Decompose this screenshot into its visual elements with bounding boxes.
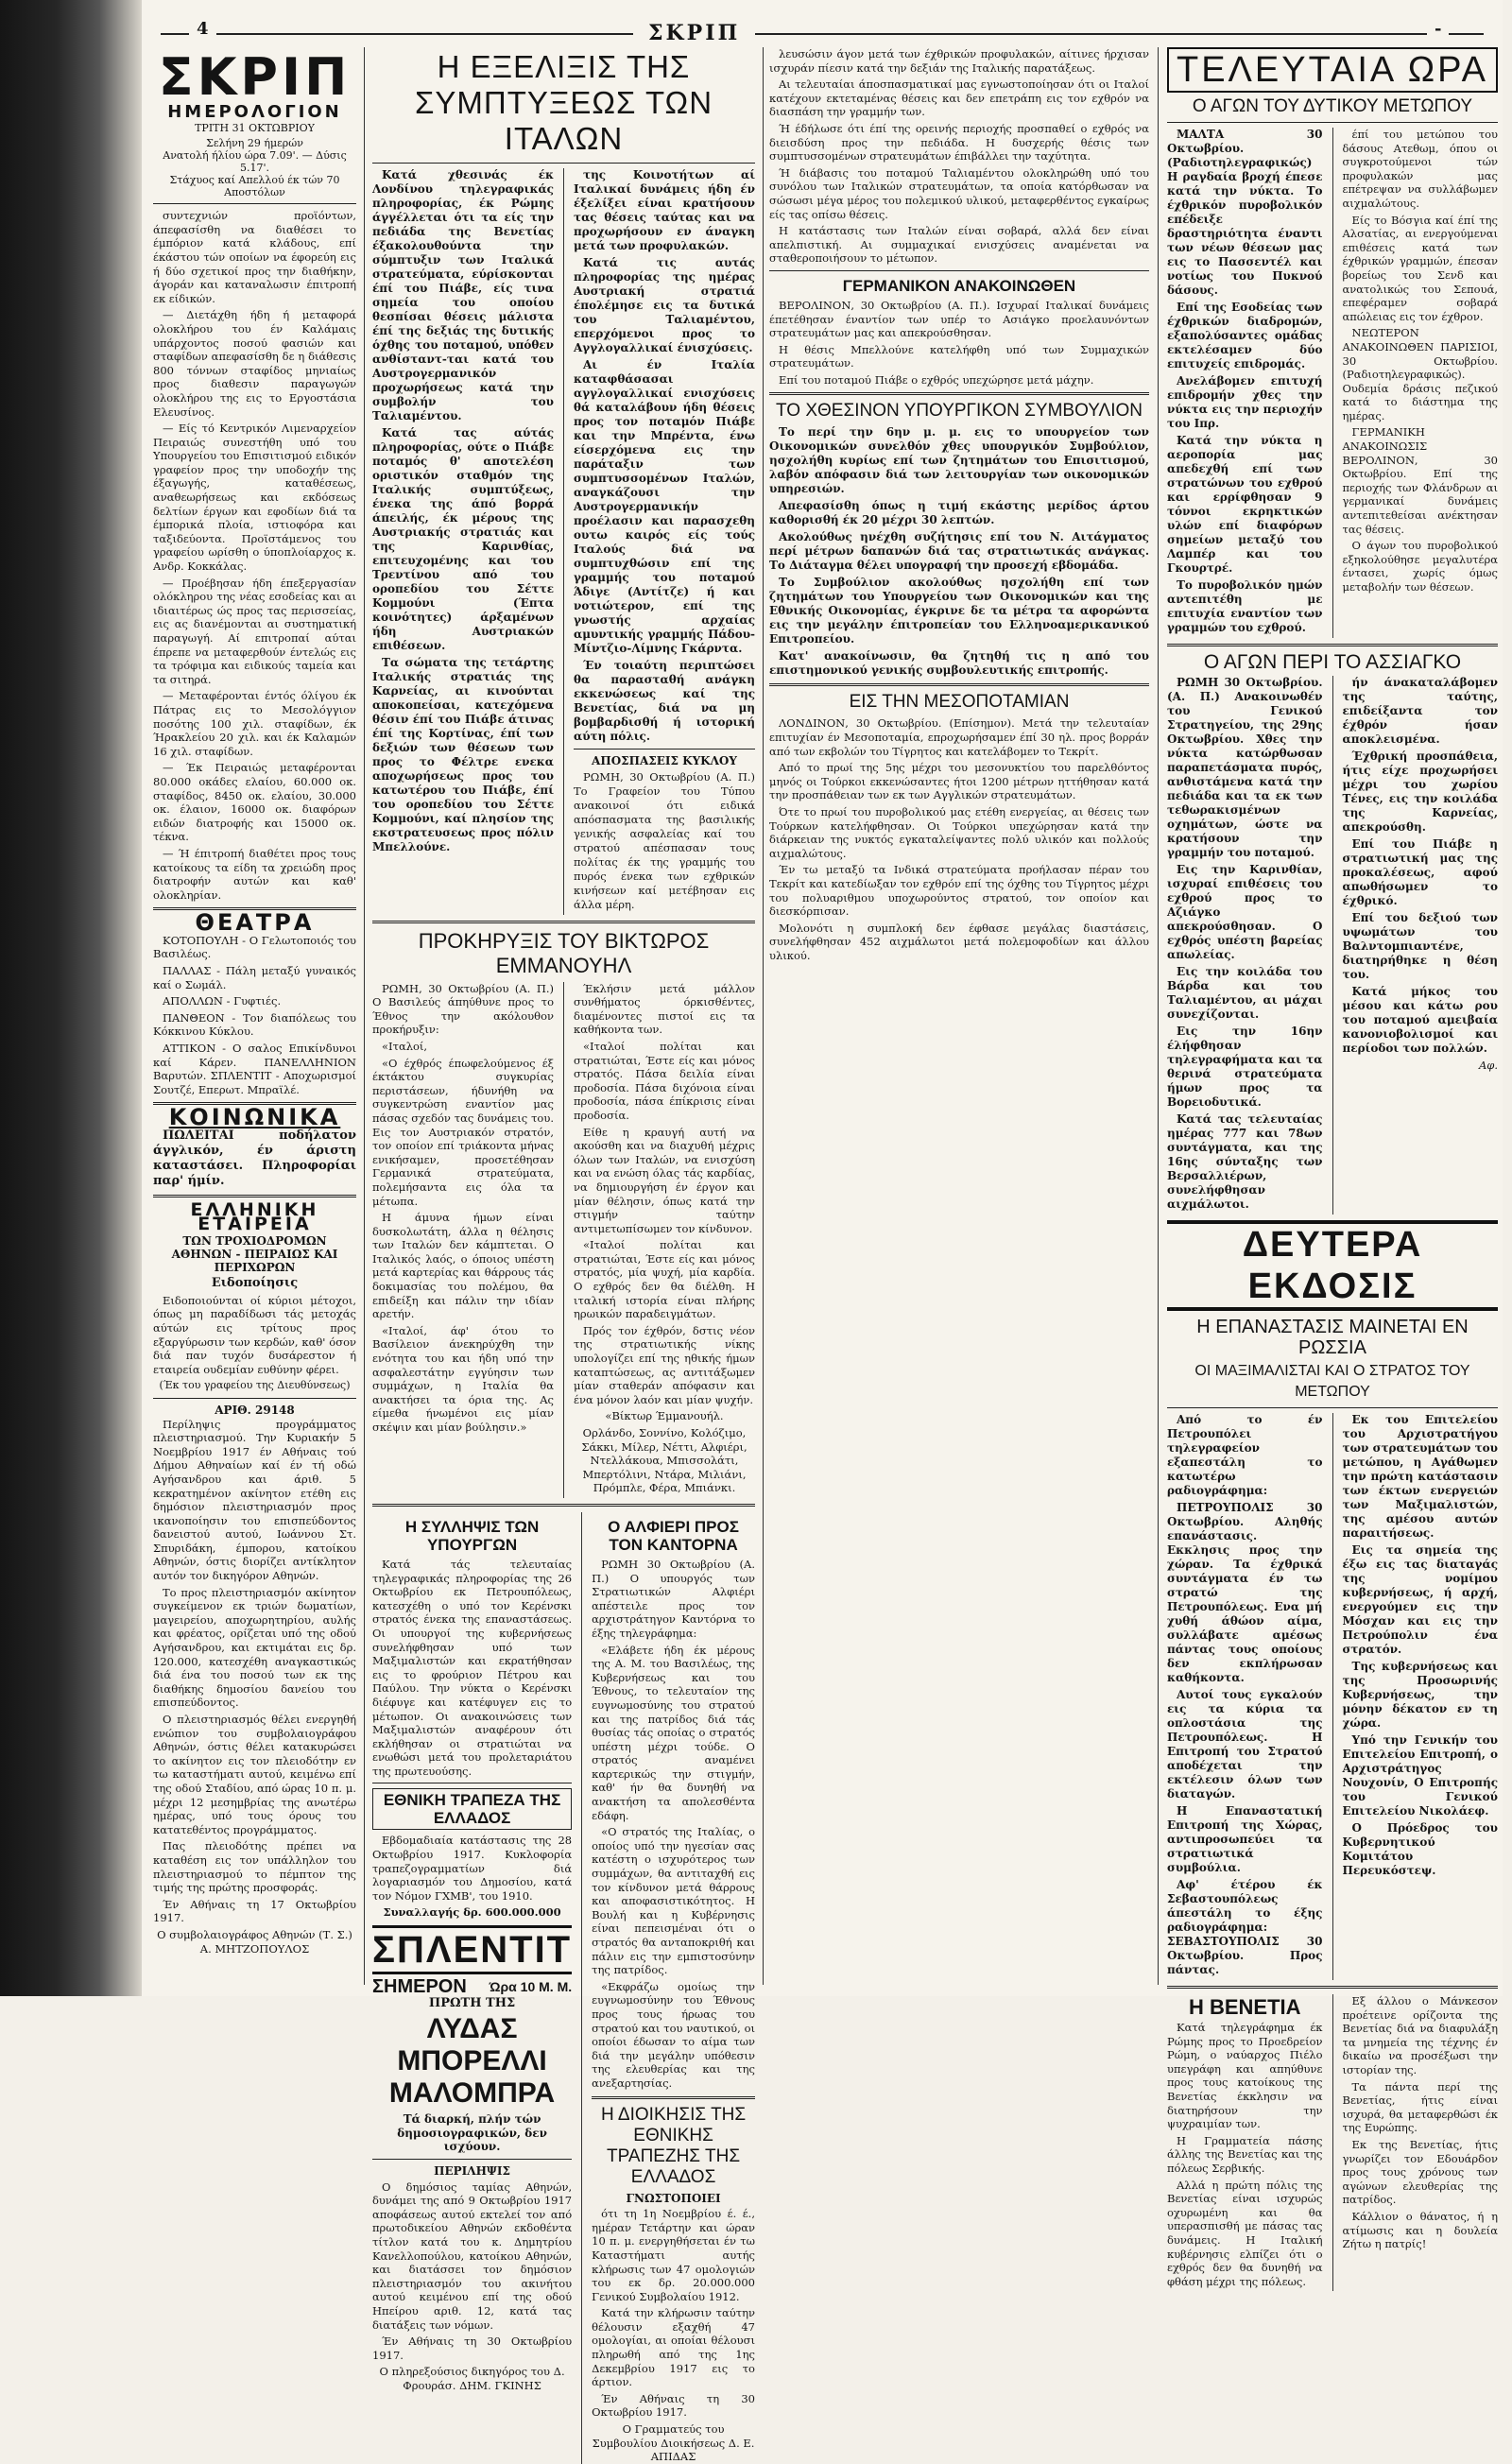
bank-paragraph: Έν Αθήναις τη 30 Οκτωβρίου 1917. [592,2391,755,2420]
proclamation-paragraph: Πρός τον έχθρόν, δστις νέον της στρατιωτικής νίκης υπολογίζει επί της ηθικής ήμων καταπτώσεως, ας αντιτάξωμεν μίαν σταθεράν απόφασιν και ένα μόνον λαόν και μίαν ψυχήν. [574,1323,755,1406]
splendid-cinema-ad: ΣΠΛΕΝΤΙΤ [372,1925,572,1974]
asiago-paragraph: Έχθρική προσπάθεια, ήτις είχε προχωρήσει μέχρι του χωρίου Τένες, εις την κοιλάδα της Καρνείας, απεκρούσθη. [1342,750,1498,834]
proclamation-paragraph: Η άμυνα ήμων είναι δυσκολωτάτη, άλλα η θέλησις των Ιταλών δεν κάμπτεται. Ο Ιταλικός λαός, ο όποιος υπέστη μετά καρτερίας και θάρρους τάς δοκιμασίας του πολέμου, θα επιδείξη και πάλιν την ιδίαν αρετήν. [372,1211,554,1321]
theatre-listing: ΑΠΟΛΛΩΝ - Γυφτιές. [163,994,282,1008]
theatre-listing: ΚΟΤΟΠΟΥΛΗ - Ο Γελωτοποιός του Βασιλέως. [153,933,356,961]
alfieri-paragraph: ΡΩΜΗ 30 Οκτωβρίου (Α. Π.) Ο υπουργός των Στρατιωτικών Αλφιέρι απέστειλε προς τον αρχιστράτηγον Καντόρνα το έξης τηλεγράφημα: [592,1557,755,1640]
headline-ministers-arrest: Η ΣΥΛΛΗΨΙΣ ΤΩΝ ΥΠΟΥΡΓΩΝ [404,1517,540,1554]
summary-heading: ΠΕΡΙΛΗΨΙΣ [434,2164,510,2178]
alfieri-paragraph: «Εκφράζω ομοίως την ευγνωμοσύνην του Έθνους προς τους ήρωας του στρατού και του ναυτικού, οι οποίοι έδωσαν το αίμα των διά την μεγάλην υπόθεσιν της ελευθερίας και της ανεξαρτησίας. [592,1979,755,2090]
column-rule [763,47,764,1985]
asiago-paragraph: Εις την Καρινθίαν, ισχυραί επιθέσεις του εχθρού προς το Αζιάγκο απεκρούσθησαν. Ο εχθρός υπέστη βαρείας απωλείας. [1167,863,1323,961]
lead-paragraph: Κατά χθεσινάς έκ Λονδίνου τηλεγραφικάς πληροφορίας, έκ Ρώμης άγγέλλεται ότι τα είς την πεδιάδα της Βενετίας έξακολουθούντα την σύμπτυξιν των Ιταλικά στρατεύματα, εύρίσκονται έπί του Πιάβε, είς τινα σημεία του οποίου θεσπίσαι θέσεις μάλιστα έπί της δεξιάς της δυτικής όχθης του ποταμού, υπόθεν ανθίσταντ-ται κατά του Αυστρογερμανικόν προχωρήσεως κατά την συμβολήν του Ταλιαμέντου. [372,168,554,422]
asiago-paragraph: Κατά τας τελευταίας ημέρας 777 και 78ων συντάγματα, και της 16ης σύνταξης των Βερσαλλιέρων, συνελήφθησαν αιχμάλωτοι. [1167,1112,1323,1211]
venice-paragraph: Αλλά η πρώτη πόλις της Βενετίας είναι ισχυρώς οχυρωμένη και θα υπερασπισθή με πάσας τας δυνάμεις. Η Ιταλική κυβέρνησις ελπίζει ότι ο εχθρός δεν θα δυνηθή να φθάση μέχρι της πόλεως. [1167,2178,1323,2288]
western-paragraph: Κατά την νύκτα η αεροπορία μας απεδεχθή επί των στρατώνων του εχθρού και ερρίφθησαν 9 τόννοι εκρηκτικών υλών επί διαφόρων σημείων μεταξύ του Λαμπέρ και του Γκουρτρέ. [1167,434,1323,575]
russia-paragraph: Ο Πρόεδρος του Κυβερνητικού Κομιτάτου Περευκόστεψ. [1342,1821,1498,1877]
russia-paragraph: ΠΕΤΡΟΥΠΟΛΙΣ 30 Οκτωβρίου. Αληθής επανάστασις. Εκκλησις προς την χώραν. Τα έχθρικά συντάγματα έν τω στρατώ της Πετρουπόλεως. Ενα μή χυθή άθώον αίμα, συλλάβατε αμέσως πάντας τους οποίους δεν εκπλήρωσαν καθήκοντα. [1167,1501,1323,1684]
continued-paragraph: Ή διάβασις του ποταμού Ταλιαμέντου ολοκληρώθη υπό του συνόλου των Ιταλικών στρατευμάτων, τα οποία κατόρθωσαν να σώσωσι μέγα μέρος του πολεμικού υλικού, μεταφερθέντος εγκαίρως είς τας οπίσω θέσεις. [769,165,1149,221]
venice-heading: Η ΒΕΝΕΤΙΑ [1188,1995,1301,2019]
russia-paragraph: Αφ' έτέρου έκ Σεβαστουπόλεως άπεστάλη το έξης ραδιογράφημα: ΣΕΒΑΣΤΟΥΠΟΛΙΣ 30 Οκτωβρίου. Προς πάντας. [1167,1878,1323,1976]
company-subheading: ΤΩΝ ΤΡΟΧΙΟΔΡΟΜΩΝ ΑΘΗΝΩΝ - ΠΕΙΡΑΙΩΣ ΚΑΙ ΠΕΡΙΧΩΡΩΝ [171,1234,338,1275]
continued-paragraph: λευσώσιν άγον μετά των έχθρικών προφυλακών, αίτινες ήρχισαν ισχυράν πίεσιν κατά την δεξιάν της Ιταλικής παρατάξεως. [769,47,1149,75]
russia-paragraph: Της κυβερνήσεως και της Προσωρινής Κυβερνήσεως, την μόνην δέκατον εν τη χώρα. [1342,1660,1498,1730]
bank-statement: Εβδομαδιαία κατάστασις της 28 Οκτωβρίου 1917. Κυκλοφορία τραπεζογραμματίων διά λογαριασμόν του Δημοσίου, κατά τον Νόμον ΓΧΜΒ', του 1910. [372,1834,573,1903]
issue-date: ΤΡΙΤΗ 31 ΟΚΤΩΒΡΙΟΥ [195,121,315,134]
mesopotamia-paragraph: Έν τω μεταξύ τα Ινδικά στρατεύματα προήλασαν πέραν του Τεκρίτ και κατεδίωξαν τον εχθρόν επί της όχθης του Τίγρητος μέχρι του πολυαριθμου υποχωρούντος στρατού, τον οποίον και διεσκόρπισαν. [769,863,1149,919]
almanac-line: Ανατολή ήλίου ώρα 7.09'. — Δύσις 5.17'. [163,149,347,175]
german-paragraph: Επί του ποταμού Πιάβε ο εχθρός υπεχώρησε μετά μάχην. [779,372,1094,387]
russia-paragraph: Υπό την Γενικήν του Επιτελείου Επιτροπή, ο Αρχιστράτηγος Νουχονίν, Ο Επιτροπής του Γενικού Επιτελείου Νικολάεφ. [1342,1733,1498,1818]
venice-paragraph: Κατά τηλεγράφημα έκ Ρώμης προς το Προεδρείον Ρώμη, ο ναύαρχος Πιέλο υπεγράφη και απηύθυνε προς τους κατοίκους της Βενετίας έκκλησιν να διατηρήσουν την ψυχραιμίαν των. [1167,2021,1323,2131]
running-header-paper-name: ΣΚΡΙΠ [633,21,755,45]
news-paragraph: — Έκ Πειραιώς μεταφέρονται 80.000 οκάδες ελαίου, 60.000 οκ. σταφίδος, 8450 οκ. ελαίου, 30.000 οκ. έλαιον, 16000 οκ. διαφόρων ειδών διατροφής και 15000 οκ. τέκνα. [153,761,356,844]
ad-premiere: ΠΡΩΤΗ ΤΗΣ [428,1995,516,2010]
asiago-paragraph: Εις την κοιλάδα του Βάρδα και του Ταλιαμέντου, αι μάχαι συνεχίζονται. [1167,965,1323,1021]
company-notice: Ειδοποιούνται οί κύριοι μέτοχοι, όπως μη παραδίδωσι τάς μετοχάς αύτών εις τρίτους προς εξαργύρωσιν των κερδών, καθ' όσον διά παν τυχόν δυσάρεστον ή εταιρεία ουδεμίαν ευθύνην φέρει. [153,1293,356,1376]
auction-paragraph: Ο πλειστηριασμός θέλει ενεργηθή ενώπιον του συμβολαιογράφου Αθηνών, όστις θέλει κατακυρώσει το ακίνητον εις τον πλειοδότην εν τω καταστήματι αυτού, κειμένω επί της οδού Σταδίου, από ώρας 10 π. μ. μέχρι 12 μεσημβρίας της ανωτέρω ημέρας, υπό τους όρους του κατατεθέντος προγράμματος. [153,1713,356,1836]
bank-signature: Ο Γραμματεύς του Συμβουλίου Διοικήσεως Δ. Ε. ΑΠΙΔΑΣ [592,2422,755,2464]
german-paragraph: ΒΕΡΟΛΙΝΟΝ, 30 Οκτωβρίου (Α. Π.). Ισχυραί Ιταλικαί δυνάμεις έπετέθησαν έναντίον των υπέρ το Ασιάγκο προελαυνόντων στρατευμάτων μας και απεκρούσθησαν. [769,298,1149,340]
scanned-binding-edge [0,0,142,1996]
lead-paragraph: Κατά τις αυτάς πληροφορίας της ημέρας Αυστριακή στρατιά έπολέμησε εις τα δυτικά του Ταλιαμέντου, επερχόμενοι προς το Αγγλογαλλικαί ένισχύσεις. [574,256,755,354]
column-1 [153,47,356,1985]
bank-announces: ΓΝΩΣΤΟΠΟΙΕΙ [626,2191,721,2205]
continued-paragraph: Αι τελευταίαι άποσπασματικαί μας εγνωστοποίησαν ότι οι Ιταλοί κατέχουν εκτεταμένας θέσεις και δεν επετράπη εις τον εχθρόν να διασπάση την γραμμήν των. [769,78,1149,119]
council-paragraph: Το περί την 6ην μ. μ. εις το υπουργείον των Οικονομικών συνελθόν χθες υπουργικόν Συμβούλιον, ησχολήθη κυρίως επί των ζητημάτων του Επισιτισμού, λαβόν απόφασιν διά των λειτουργίαν των οικονομικών υπηρεσιών. [769,425,1149,496]
western-paragraph: έπί του μετώπου του δάσους Ατεθωμ, όπου οι συγκροτούμενοι τών προφυλακών μας επέτρεψαν να συλλάβωμεν αιχμαλώτους. [1342,128,1498,210]
masthead-title: ΣΚΡΙΠ [158,47,352,107]
bank-paragraph: ότι τη 1η Νοεμβρίου έ. έ., ημέραν Τετάρτην και ώραν 10 π. μ. ενεργηθήσεται έν τω Καταστήματι αυτής κλήρωσις των 47 ομολογιών του εκ δρ. 20.000.000 Γενικού Συμβολαίου 1912. [592,2207,755,2303]
page-number-right: - [1427,19,1449,39]
almanac-line: Σελήνη 29 ήμερών [206,137,303,150]
council-paragraph: Απεφασίσθη όπως η τιμή εκάστης μερίδος άρτου καθορισθή έκ 20 μέχρι 30 λεπτών. [769,499,1149,527]
almanac-title: ΗΜΕΡΟΛΟΓΙΟΝ [167,102,342,122]
classified-ad: ΠΩΛΕΙΤΑΙ ποδήλατον άγγλικόν, έν άριστη καταστάσει. Πληροφορίαι παρ' ήμίν. [153,1129,356,1188]
russia-subheadline: ΟΙ ΜΑΞΙΜΑΛΙΣΤΑΙ ΚΑΙ Ο ΣΤΡΑΤΟΣ ΤΟΥ ΜΕΤΩΠΟΥ [1194,1363,1470,1400]
bank-paragraph: Κατά την κλήρωσιν ταύτην θέλουσιν εξαχθή 47 ομολογίαι, αι οποίαι θέλουσι πληρωθή από της 1ης Δεκεμβρίου 1917 εις το άρτιον. [592,2306,755,2389]
apospaseis-heading: ΑΠΟΣΠΑΣΕΙΣ ΚΥΚΛΟΥ [592,754,737,767]
column-3 [769,47,1149,1985]
news-paragraph: — Μεταφέρονται έντός όλίγου έκ Πάτρας εις το Μεσολόγγιον ποσότης 100 χιλ. σταφίδων, έκ Ήρακλείου 20 χιλ. και έκ Καλαμών 16 χιλ. σταφίδων. [153,689,356,758]
mesopotamia-paragraph: Μολονότι η συμπλοκή δεν έφθασε μεγάλας διαστάσεις, συνελήφθησαν 452 αιχμάλωτοι μετά πολεμοφοδίων και άλλου υλικού. [769,921,1149,962]
lead-paragraph: της Κοινοτήτων αί Ιταλικαί δυνάμεις ήδη έν έξελίξει είναι κρατήσουν τας θέσεις ταύτας και να προχωρήσουν εν άναγκη μετά των προφυλακών. [574,168,755,252]
venice-paragraph: Κάλλιον ο θάνατος, ή η ατίμωσις και η δουλεία Ζήτω η πατρίς! [1342,2209,1498,2251]
auction-signature: Ο συμβολαιογράφος Αθηνών (Τ. Σ.) Α. ΜΗΤΖΟΠΟΥΛΟΣ [157,1927,352,1956]
second-edition-banner: ΔΕΥΤΕΡΑ ΕΚΔΟΣΙΣ [1167,1220,1498,1311]
mesopotamia-paragraph: Ότε το πρωί του πυροβολικού μας ετέθη ενεργείας, αι θέσεις των Τούρκων κατελήφθησαν. Οι Τούρκοι υπεχώρησαν κατά την διάρκειαν της νυκτός εγκαταλείψαντες πολύ υλικόν και πολλούς αιχμαλώτους. [769,805,1149,860]
news-paragraph: — Προέβησαν ήδη έπεξεργασίαν ολόκληρου της νέας εσοδείας και αι ιδιαιτέρως ώς προς τας περισσείας, εις ας διανέμονται αι συστηματική παραγωγή. Αί επιτροπαί αύται έπρεπε να μεταφερθούν έντελώς εις τα τρόφιμα και ειδικούς ταμεία και τα σιτηρά. [153,576,356,686]
asiago-paragraph: Κατά μήκος του μέσου και κάτω ρου του ποταμού αμειβαία κανονιοβολισμοί και περίοδοι των πολλών. [1342,985,1498,1055]
column-rule [1158,47,1159,1985]
council-paragraph: Ακολούθως ηνέχθη συζήτησις επί του Ν. Αιτάγματος περί μέτρων δαπανών διά τας στρατιωτικάς ανάγκας. Το Διάταγμα θέλει υπογραφή την προσεχή εβδομάδα. [769,530,1149,573]
russia-paragraph: Η Επαναστατική Επιτροπή της Χώρας, αντιπροσωπεύει τα στρατιωτικά συμβούλια. [1167,1804,1323,1874]
proclamation-paragraph: «Ιταλοί, άφ' ότου το Βασίλειον άνεκηρύχθη την ενότητα του και ήδη υπό την ασφαλεστάτην εγγύησιν των συμμάχων, η Ιταλία θα ανακτήσει τα όρια της. Ας είμεθα ήνωμένοι εις μίαν σκέψιν και μίαν βούλησιν.» [372,1323,554,1434]
headline-italian-retreat: Η ΕΞΕΛΙΞΙΣ ΤΗΣ ΣΥΜΠΤΥΞΕΩΣ ΤΩΝ ΙΤΑΛΩΝ [414,49,713,156]
mesopotamia-paragraph: ΛΟΝΔΙΝΟΝ, 30 Οκτωβρίου. (Επίσημον). Μετά την τελευταίαν επιτυχίαν έν Μεσοποταμία, επροχωρήσαμεν έπί 30 ηλ. προς βορράν από των εκβολών του Τίγρητος και κατελάβομεν το Τεκρίτ. [769,716,1149,758]
theatre-listing: ΑΤΤΙΚΟΝ - Ο σαλος Επικίνδυνοι καί Κάρεν. ΠΑΝΕΛΛΗΝΙΟΝ Βαρυτών. ΣΠΛΕΝΤΙΤ - Αποχωρισμοί Σουτζέ, Επερωτ. Μπραϊλέ. [153,1042,356,1096]
ad-time: Ώρα 10 Μ. Μ. [489,1979,573,1995]
western-paragraph: Επί της Εσοδείας των έχθρικών διαδρομών, εξαπολύσαντες ομάδας εκτελέσαμεν δύο επιτυχείς επιδρομάς. [1167,301,1323,370]
russia-paragraph: Εκ του Επιτελείου του Αρχιστρατήγου των στρατευμάτων του μετώπου, η Αγάθωμεν την πρώτη κατάστασιν των έκτων ενεργειών των Μαξιμαλιστών, της αμέσου αυτών παραιτήσεως. [1342,1413,1498,1540]
venice-paragraph: Τα πάντα περί της Βενετίας, ήτις είναι ισχυρά, θα μεταφερθώσι έκ της Ευρώπης. [1342,2079,1498,2135]
asiago-paragraph: Επί του Πιάβε η στρατιωτική μας της προκαλέσεως, αφού απωθήσωμεν το έχθρικό. [1342,837,1498,907]
proclamation-paragraph: Έκλήσιν μετά μάλλον συνθήματος όρκισθέντες, διαμένοντες πιστοί εις τα καθήκοντα των. [574,981,755,1037]
auction-paragraph: Το προς πλειστηριασμόν ακίνητον συγκείμενον εκ τριών δωματίων, μαγειρείου, αποχωρητηρίου, αυλής και φρέατος, ορίζεται υπό της οδού Αγήσανδρου, και εκτιμάται εις δρ. 120.000, κατεσχέθη αναγκαστικώς διά ένα του ποσού των εκ της διαθήκης δημοσίου δανείου του επισπεύδοντος. [153,1585,356,1710]
western-front-heading: Ο ΑΓΩΝ ΤΟΥ ΔΥΤΙΚΟΥ ΜΕΤΩΠΟΥ [1192,96,1473,116]
company-signature: (Έκ του γραφείου της Διευθύνσεως) [159,1379,351,1392]
auction-date: Έν Αθήναις τη 17 Οκτωβρίου 1917. [153,1897,356,1925]
asiago-paragraph: ΡΩΜΗ 30 Οκτωβρίου. (Α. Π.) Ανακοινωθέν του Γενικού Στρατηγείου, της 29ης Οκτωβρίου. Χθες την νύκτα κατώρθωσαν παραπετάσματα πυρός, ανθιστάμενα κατά την πεδιάδα και τα εκ των τεθωρακισμένων οχημάτων, ώστε να κρατήσουν την γραμμήν του ποταμού. [1167,676,1323,859]
proclamation-paragraph: ΡΩΜΗ, 30 Οκτωβρίου (Α. Π.) Ο Βασιλεύς άπηύθυνε προς το Έθνος την ακόλουθον προκήρυξιν: [372,981,554,1037]
column-rule [364,47,365,1985]
auction-paragraph: Πας πλειοδότης πρέπει να καταθέση εις τον υπάλληλον του πλειστηριασμού το πέμπτον της τιμής της πρώτης προσφοράς. [153,1839,356,1895]
proclamation-ministers: Ορλάνδο, Σοννίνο, Κολόζιμο, Σάκκι, Μίλερ, Νέττι, Αλφιέρι, Ντελλάκουα, Μπισσολάτι, Μπερτόλινι, Ντάρα, Μιλιάνι, Πρόμπλε, Φέρα, Μπιάνκι. [581,1426,747,1495]
column-4 [1167,47,1498,2288]
russia-paragraph: Από το έν Πετρουπόλει τηλεγραφείον εξαπεστάλη το κατωτέρω ραδιογράφημα: [1167,1413,1323,1497]
council-paragraph: Το Συμβούλιον ακολούθως ησχολήθη επί των ζητημάτων του Υπουργείου των Οικονομικών και της Εθνικής Οικονομίας, έγκρινε δε τα μέτρα τα αφορώντα εις την μεγάλην έπιτροπείαν του Ελληνοαμερικανικού Επιτροπείου. [769,576,1149,646]
news-paragraph: — Διετάχθη ήδη ή μεταφορά ολοκλήρου του έν Καλάμαις υπάρχοντος ποσού φασιών και σταφίδων απεφασίσθη δε η διάθεσις 800 τόννων σταφίδος μηνιαίως προς διαθεσιν παραγωγών ολοκλήρου της εις το Εργοστάσια Ελευσίνος. [153,308,356,419]
ad-film-title: ΛΥΔΑΣ ΜΠΟΡΕΛΛΙ ΜΑΛΟΜΠΡΑ [388,2013,556,2110]
bank-administration-heading: Η ΔΙΟΙΚΗΣΙΣ ΤΗΣ ΕΘΝΙΚΗΣ ΤΡΑΠΕΖΗΣ ΤΗΣ ΕΛΛΑΔΟΣ [600,2104,747,2187]
asiago-paragraph: ήν άνακαταλάβομεν της ταύτης, επιδείξαντα τον έχθρόν ήσαν αποκλεισμένα. [1342,676,1498,746]
western-paragraph: Είς το Βόσγια καί έπί της Αλσατίας, αι ενεργούμεναι επιθέσεις κατά των έχθρικών γραμμών, έπεσαν βορείως του Σενδ και ανατολικώς του Σεπουά, επεφέραμεν σοβαρά απώλειας εις τον έχθρον. [1342,213,1498,323]
company-heading: ΕΛΛΗΝΙΚΗ ΕΤΑΙΡΕΙΑ [190,1199,319,1234]
last-hour-banner: ΤΕΛΕΥΤΑΙΑ ΩΡΑ [1167,47,1498,93]
summary-signature: Ο πληρεξούσιος δικηγόρος του Δ. Φρουράσ. ΔΗΜ. ΓΚΙΝΗΣ [379,2365,565,2392]
news-paragraph: — Είς τό Κεντρικόν Λιμεναρχείον Πειραιώς συνεστήθη υπό του Υπουργείου του Επισιτισμού ειδικόν γραφείον προς την υποδοχήν της έξαγωγής, καταθέσεως, αναθεωρήσεως και εκδόσεως δελτίων έργων και εφοδίων διά τα έμπορικά πλοία, ιστιοφόρα και ταξιδεύοντα. Προϊστάμενος του γραφείου ωρίσθη ο ύποπλοίαρχος κ. Ανδρ. Κοκκάλας. [153,422,356,574]
headline-proclamation: ΠΡΟΚΗΡΥΞΙΣ ΤΟΥ ΒΙΚΤΩΡΟΣ ΕΜΜΑΝΟΥΗΛ [418,928,710,977]
western-paragraph: Ανελάβομεν επιτυχή επιδρομήν χθες την νύκτα εις την περιοχήν του Ιπρ. [1167,374,1323,430]
bank-total: Συναλλαγής δρ. 600.000.000 [383,1905,561,1920]
lead-paragraph: Αι έν Ιταλία καταφθάσασαι αγγλογαλλικαί ενισχύσεις θά καταλάβουν ήδη θέσεις προς τον ποταμόν Πιάβε και την Μπρέντα, ένω είσερχόμενα εις την παράταξιν των συμπτυσσομένων Ιταλών, αναγκάζουσι την Αυστρογερμανικήν προέλασιν και παρασχεθη ουτω καιρός είς τούς Ιταλούς διά να συμπτυχθώσιν επί της γραμμής του ποταμού Άδιγε (Αντίτζε) ή και νοτιώτερον, επί της γνωστής αρχαίας αμυντικής γραμμής Πάδου-Μίντζιο-Λίμνης Γκάρντα. [574,358,755,655]
asiago-paragraph: Εις την 16ην έλήφθησαν τηλεγραφήματα και τα θερινά στρατεύματα ήμων προς τα Βορειοδυτικά. [1167,1025,1323,1109]
newspaper-page [142,0,1503,2464]
asiago-signature: Αφ. [1478,1059,1498,1072]
proclamation-paragraph: «Ο έχθρός έπωφελούμενος έξ έκτάκτου συγκυρίας περιστάσεων, ήδυνήθη να συγκεντρώση εναντίον μας πάσας σχεδόν τας δυνάμεις του. Εις τον Αυστριακόν στρατόν, τον οποίον επί τριάκοντα μήνας ενικήσαμεν, προσετέθησαν Γερμανικά στρατεύματα, πολεμήσαντα εις όλα τα μέτωπα. [372,1056,554,1208]
apospaseis-paragraph: ΡΩΜΗ, 30 Οκτωβρίου (Α. Π.) Το Γραφείον του Τύπου ανακοινοί ότι ειδικά απόσπασματα της βασιλικής γενικής ασφαλείας καί του στρατού απέσπασαν τους πολίτας έκ της γραμμής του πυρός ένεκα των εχθρικών κινήσεων καί μετέβησαν εις άλλα μέρη. [574,769,755,911]
notice-heading: Ειδοποίησις [211,1276,299,1291]
western-paragraph: ΓΕΡΜΑΝΙΚΗ ΑΝΑΚΟΙΝΩΣΙΣ ΒΕΡΟΛΙΝΟΝ, 30 Οκτωβρίου. Επί της περιοχής των Φλάνδρων αι γερμανικαί δυνάμεις αντεπιτεθείσαι ανέκτησαν τας θέσεις. [1342,425,1498,536]
summary-paragraph: Ο δημόσιος ταμίας Αθηνών, δυνάμει της από 9 Οκτωβρίου 1917 αποφάσεως αυτού εκτελεί τον από πρωτοδικείου Αθηνών εκδοθέντα τίτλον κατά του κ. Δημητρίου Κανελλοπούλου, κατοίκου Αθηνών, και διατάσσει τον δημόσιον πλειστηριασμόν του ακινήτου αυτού κειμένου επί της οδού Ηπείρου αριθ. 12, κατά τας διατάξεις των νόμων. [372,2180,573,2332]
mesopotamia-heading: ΕΙΣ ΤΗΝ ΜΕΣΟΠΟΤΑΜΙΑΝ [849,692,1070,713]
asiago-paragraph: Επί του δεξιού των υψωμάτων του Βαλντομπιαντένε, διατηρήθηκε η θέση του. [1342,911,1498,981]
theatre-listing: ΠΑΛΛΑΣ - Πάλη μεταξύ γυναικός καί ο Σωμάλ. [153,964,356,991]
national-bank-heading: ΕΘΝΙΚΗ ΤΡΑΠΕΖΑ ΤΗΣ ΕΛΛΑΔΟΣ [372,1788,572,1830]
western-paragraph: Το πυροβολικόν ημών αντεπιτέθη με επιτυχία εναντίον των γραμμών του εχθρού. [1167,578,1323,634]
proclamation-paragraph: «Ιταλοί πολίται και στρατιώται, Έστε είς και μόνος στρατός, μία ψυχή, μία καρδία. Ο εχθρός δεν θα διέλθη. Η ιταλική ιστορία είναι πλήρης ηρωικών παραδειγμάτων. [574,1238,755,1321]
russia-paragraph: Αυτοί τους εγκαλούν εις τα κύρια τα οπλοστάσια της Πετρουπόλεως. Η Επιτροπή του Στρατού αποδέχεται την εκτέλεσιν όλων των διαταγών. [1167,1688,1323,1801]
german-communique-heading: ΓΕΡΜΑΝΙΚΟΝ ΑΝΑΚΟΙΝΩΘΕΝ [842,276,1076,295]
social-heading: ΚΟΙΝΩΝΙΚΑ [168,1104,341,1131]
alfieri-paragraph: «Ελάβετε ήδη έκ μέρους της Α. Μ. του Βασιλέως, της Κυβερνήσεως και του Έθνους, το τελευταίον της ευγνωμοσύνης του στρατού και της πατρίδος διά τάς θυσίας τάς οποίας ο στρατός υπέστη μέχρι τούδε. Ο στρατός αναμένει καρτερικώς την στιγμήν, καθ' ήν θα δυνηθή να ανακτήση τα απολεσθέντα εδάφη. [592,1643,755,1822]
western-paragraph: ΝΕΩΤΕΡΟΝ ΑΝΑΚΟΙΝΩΘΕΝ ΠΑΡΙΣΙΟΙ, 30 Οκτωβρίου. (Ραδιοτηλεγραφικώς). Ουδεμία δράσις πεζικού κατά το διάστημα της ημέρας. [1342,326,1498,422]
news-paragraph: συντεχνιών προϊόντων, άπεφασίσθη να διαθέσει το έμπόριον κατά κλάδους, επί έκάστου τών οποίων να έφορεύη εις ή δύο σχετικοί προς την διαθήκην, άγοράν και καταναλωσιν έπιτροπή εκ είδικών. [153,209,356,305]
asiago-heading: Ο ΑΓΩΝ ΠΕΡΙ ΤΟ ΑΣΣΙΑΓΚΟ [1203,651,1462,673]
continued-paragraph: Η κατάστασις των Ιταλών είναι σοβαρά, αλλά δεν είναι απελπιστική. Αι συμμαχικαί ενισχύσεις αναμένεται να σταθεροποιήσουν το μέτωπον. [769,224,1149,266]
theatres-heading: ΘΕΑΤΡΑ [195,909,315,937]
proclamation-paragraph: Είθε η κραυγή αυτή να ακούσθη και να διαχυθή μέχρις όλων των Ιταλών, να ενισχύση και να ενώση όλας τάς καρδίας, να δημιουργήση έν έργον και μίαν θέλησιν, όπως κατά την στιγμήν ταύτην αντιμετωπίσωμεν τον κίνδυνον. [574,1125,755,1235]
column-2 [372,47,755,2464]
proclamation-paragraph: «Ιταλοί πολίται και στρατιώται, Έστε είς και μόνος στρατός. Πάσα δειλία είναι προδοσία. Πάσα διχόνοια είναι προδοσία, πάσα έπίκρισις είναι προδοσία. [574,1039,755,1122]
cabinet-council-heading: ΤΟ ΧΘΕΣΙΝΟΝ ΥΠΟΥΡΓΙΚΟΝ ΣΥΜΒΟΥΛΙΟΝ [776,401,1143,422]
western-paragraph: Ο άγων του πυροβολικού εξηκολούθησε μεγαλυτέρα έντασει, χωρίς όμως μεταβολήν των θέσεων. [1342,539,1498,594]
mesopotamia-paragraph: Από το πρωί της 5ης μέχρι του μεσονυκτίου του παρελθόντος μηνός οι Τούρκοι εκκενώσαντες ήτοι 1200 μέτρων ηττήθησαν κατά την προσπάθειαν των εκ των Αγγλικών στρατευμάτων. [769,761,1149,802]
summary-date: Έν Αθήναις τη 30 Οκτωβρίου 1917. [372,2335,573,2362]
lead-paragraph: Τα σώματα της τετάρτης Ιταλικής στρατιάς της Καρνείας, αι κινούνται αποκοπείσαι, κατεχόμενα θέσιν έπί του Πιάβε άτινας έπί της Κορτίνας, έπί των δεξιών των θέσεων των προς το Φέλτρε ενεκα αποχωρήσεως προς του κατωτέρου του Πιάβε, έπί του οροπεδίου του Σέττε Κομμούνι, καί πλησίον της εκστρατευσεως προς πόλιν Μπελλούνε. [372,656,554,853]
venice-paragraph: Η Γραμματεία πάσης άλλης της Βενετίας και της πόλεως Σερβικής. [1167,2133,1323,2175]
header-rule [161,33,1484,35]
russia-headline: Η ΕΠΑΝΑΣΤΑΣΙΣ ΜΑΙΝΕΤΑΙ ΕΝ ΡΩΣΣΙΑ [1196,1317,1469,1358]
western-paragraph: ΜΑΛΤΑ 30 Οκτωβρίου. (Ραδιοτηλεγραφικώς) Η ραγδαία βροχή έπεσε κατά την νύκτα. Το έχθρικόν πυροβολικόν επέδειξε δραστηριότητα έναντι των νέων θέσεων μας εις το Πασσεντέλ και νοτίως του Πυκνού δάσους. [1167,128,1323,297]
russia-paragraph: Εις τα σημεία της έξω εις τας διαταγάς της νομίμου κυβερνήσεως, ή αρχή, ενεργούμεν εις την Μόσχαν και εις την Πετρούπολιν ένα στρατόν. [1342,1543,1498,1656]
lead-paragraph: Κατά τας αύτάς πληροφορίας, ούτε ο Πιάβε ποταμός θ' αποτελέση οριστικόν σταθμόν της Ιταλικής συμπτύξεως, ένεκα της άπό βορρά άπειλής, έκ μέρους της Αυστριακής στρατιάς και της Καρινθίας, επιτευχομένης και του Τρεντίνου από του οροπεδίου του Σέττε Κομμούνι (Έπτα κοινότητες) άρξαμένων ήδη Αυστριακών επιθέσεων. [372,426,554,652]
arrest-paragraph: Κατά τάς τελευταίας τηλεγραφικάς πληροφορίας της 26 Οκτωβρίου εκ Πετρουπόλεως, κατεσχέθη ο υπό τον Κερένσκι στρατός ένεκα της επαναστάσεως. Οι υπουργοί της κυβερνήσεως συνελήφθησαν υπό των Μαξιμαλιστών και εκρατήθησαν εις το φρούριον Πέτρου και Παύλου. Την νύκτα ο Κερένσκι διέφυγε και κατέφυγεν εις το μέτωπον. Οι ανακοινώσεις των Μαξιμαλιστών αναφέρουν ότι εκλήθησαν οι στρατιώται να ενωθώσι μετά του προλεταριάτου της πρωτευούσης. [372,1557,573,1778]
almanac-line: Στάχυος καί Απελλού έκ τών 70 Αποστόλων [169,174,340,199]
proclamation-signed: «Βίκτωρ Έμμανουήλ. [605,1409,724,1423]
council-paragraph: Κατ' ανακοίνωσιν, θα ζητηθή τις η από του επιστημονικού γενικής συμβουλευτικής επιτροπής. [769,649,1149,678]
ad-note: Τά διαρκή, πλήν τών δημοσιογραφικών, δεν ισχύουν. [397,2112,547,2154]
venice-paragraph: Εκ της Βενετίας, ήτις γνωρίζει τον Εδουάρδον προς τους χρόνους των αγώνων ελευθερίας της πατρίδος. [1342,2137,1498,2207]
news-paragraph: — Ή έπιτροπή διαθέτει προς τους κατοίκους τα είδη τα χρειώδη προς διατροφήν αυτών και καθ' ολοκληρίαν. [153,846,356,902]
continued-paragraph: Ή έδήλωσε ότι έπί της ορεινής περιοχής προσπαθεί ο εχθρός να διεισδύση προς την πεδιάδα. Η δυσχερής θέσις των συμπτυσσομένων στρατευμάτων έπιβάλλει την ταχύτητα. [769,121,1149,164]
lead-paragraph: Έν τοιαύτη περιπτώσει θα παρασταθή ανάγκη εκκενώσεως καί της Βενετίας, διά να μη βομβαρδισθή ή ιστορική αύτη πόλις. [574,659,755,743]
proclamation-paragraph: «Ιταλοί, [382,1039,428,1053]
alfieri-paragraph: «Ο στρατός της Ιταλίας, ο οποίος υπό την ηγεσίαν σας κατέστη ο ισχυρότερος των συμμάχων, θα αντιταχθή εις τον κίνδυνον μετά θάρρους και αποφασιστικότητος. Η Βουλή και η Κυβέρνησις είναι πεπεισμέναι ότι ο στρατός θα ανταποκριθή και πάλιν εις την εμπιστοσύνην της πατρίδος. [592,1825,755,1977]
venice-paragraph: Εξ άλλου ο Μάνκεσον προέτεινε ορίζοντα της Βενετίας διά να διαφυλάξη τα μνημεία της τέχνης έν δικαίω να προσέξωσι την ιστορίαν της. [1342,1994,1498,2076]
headline-alfieri-cadorna: Ο ΑΛΦΙΕΡΙ ΠΡΟΣ ΤΟΝ ΚΑΝΤΟΡΝΑ [608,1517,739,1554]
auction-number: ΑΡΙΘ. 29148 [215,1403,295,1417]
auction-paragraph: Περίληψις προγράμματος πλειστηριασμού. Την Κυριακήν 5 Νοεμβρίου 1917 έν Αθήναις τού Δήμου Αθηναίων καί έν τή οδώ Αγήσανδρου και άριθ. 5 κεκρατημένον ακίνητον ετέθη εις δημόσιον πλειστηριασμόν προς ικανοποίησιν του επισπεύδοντος δανειστού αυτού, Ιωάννου Στ. Σπυριδάκη, έμπορου, κατοίκου Αθηνών, όστις διορίζει αντίκλητον αυτόν τον δικηγόρον Αθηνών. [153,1417,356,1583]
page-number-left: 4 [189,19,216,39]
theatre-listing: ΠΑΝΘΕΟΝ - Τον διαπόλεως του Κόκκινου Κύκλου. [153,1010,356,1039]
ad-today: ΣΗΜΕΡΟΝ [372,1976,467,1998]
german-paragraph: Η θέσις Μπελλούνε κατελήφθη υπό των Συμμαχικών στρατευμάτων. [769,342,1149,370]
